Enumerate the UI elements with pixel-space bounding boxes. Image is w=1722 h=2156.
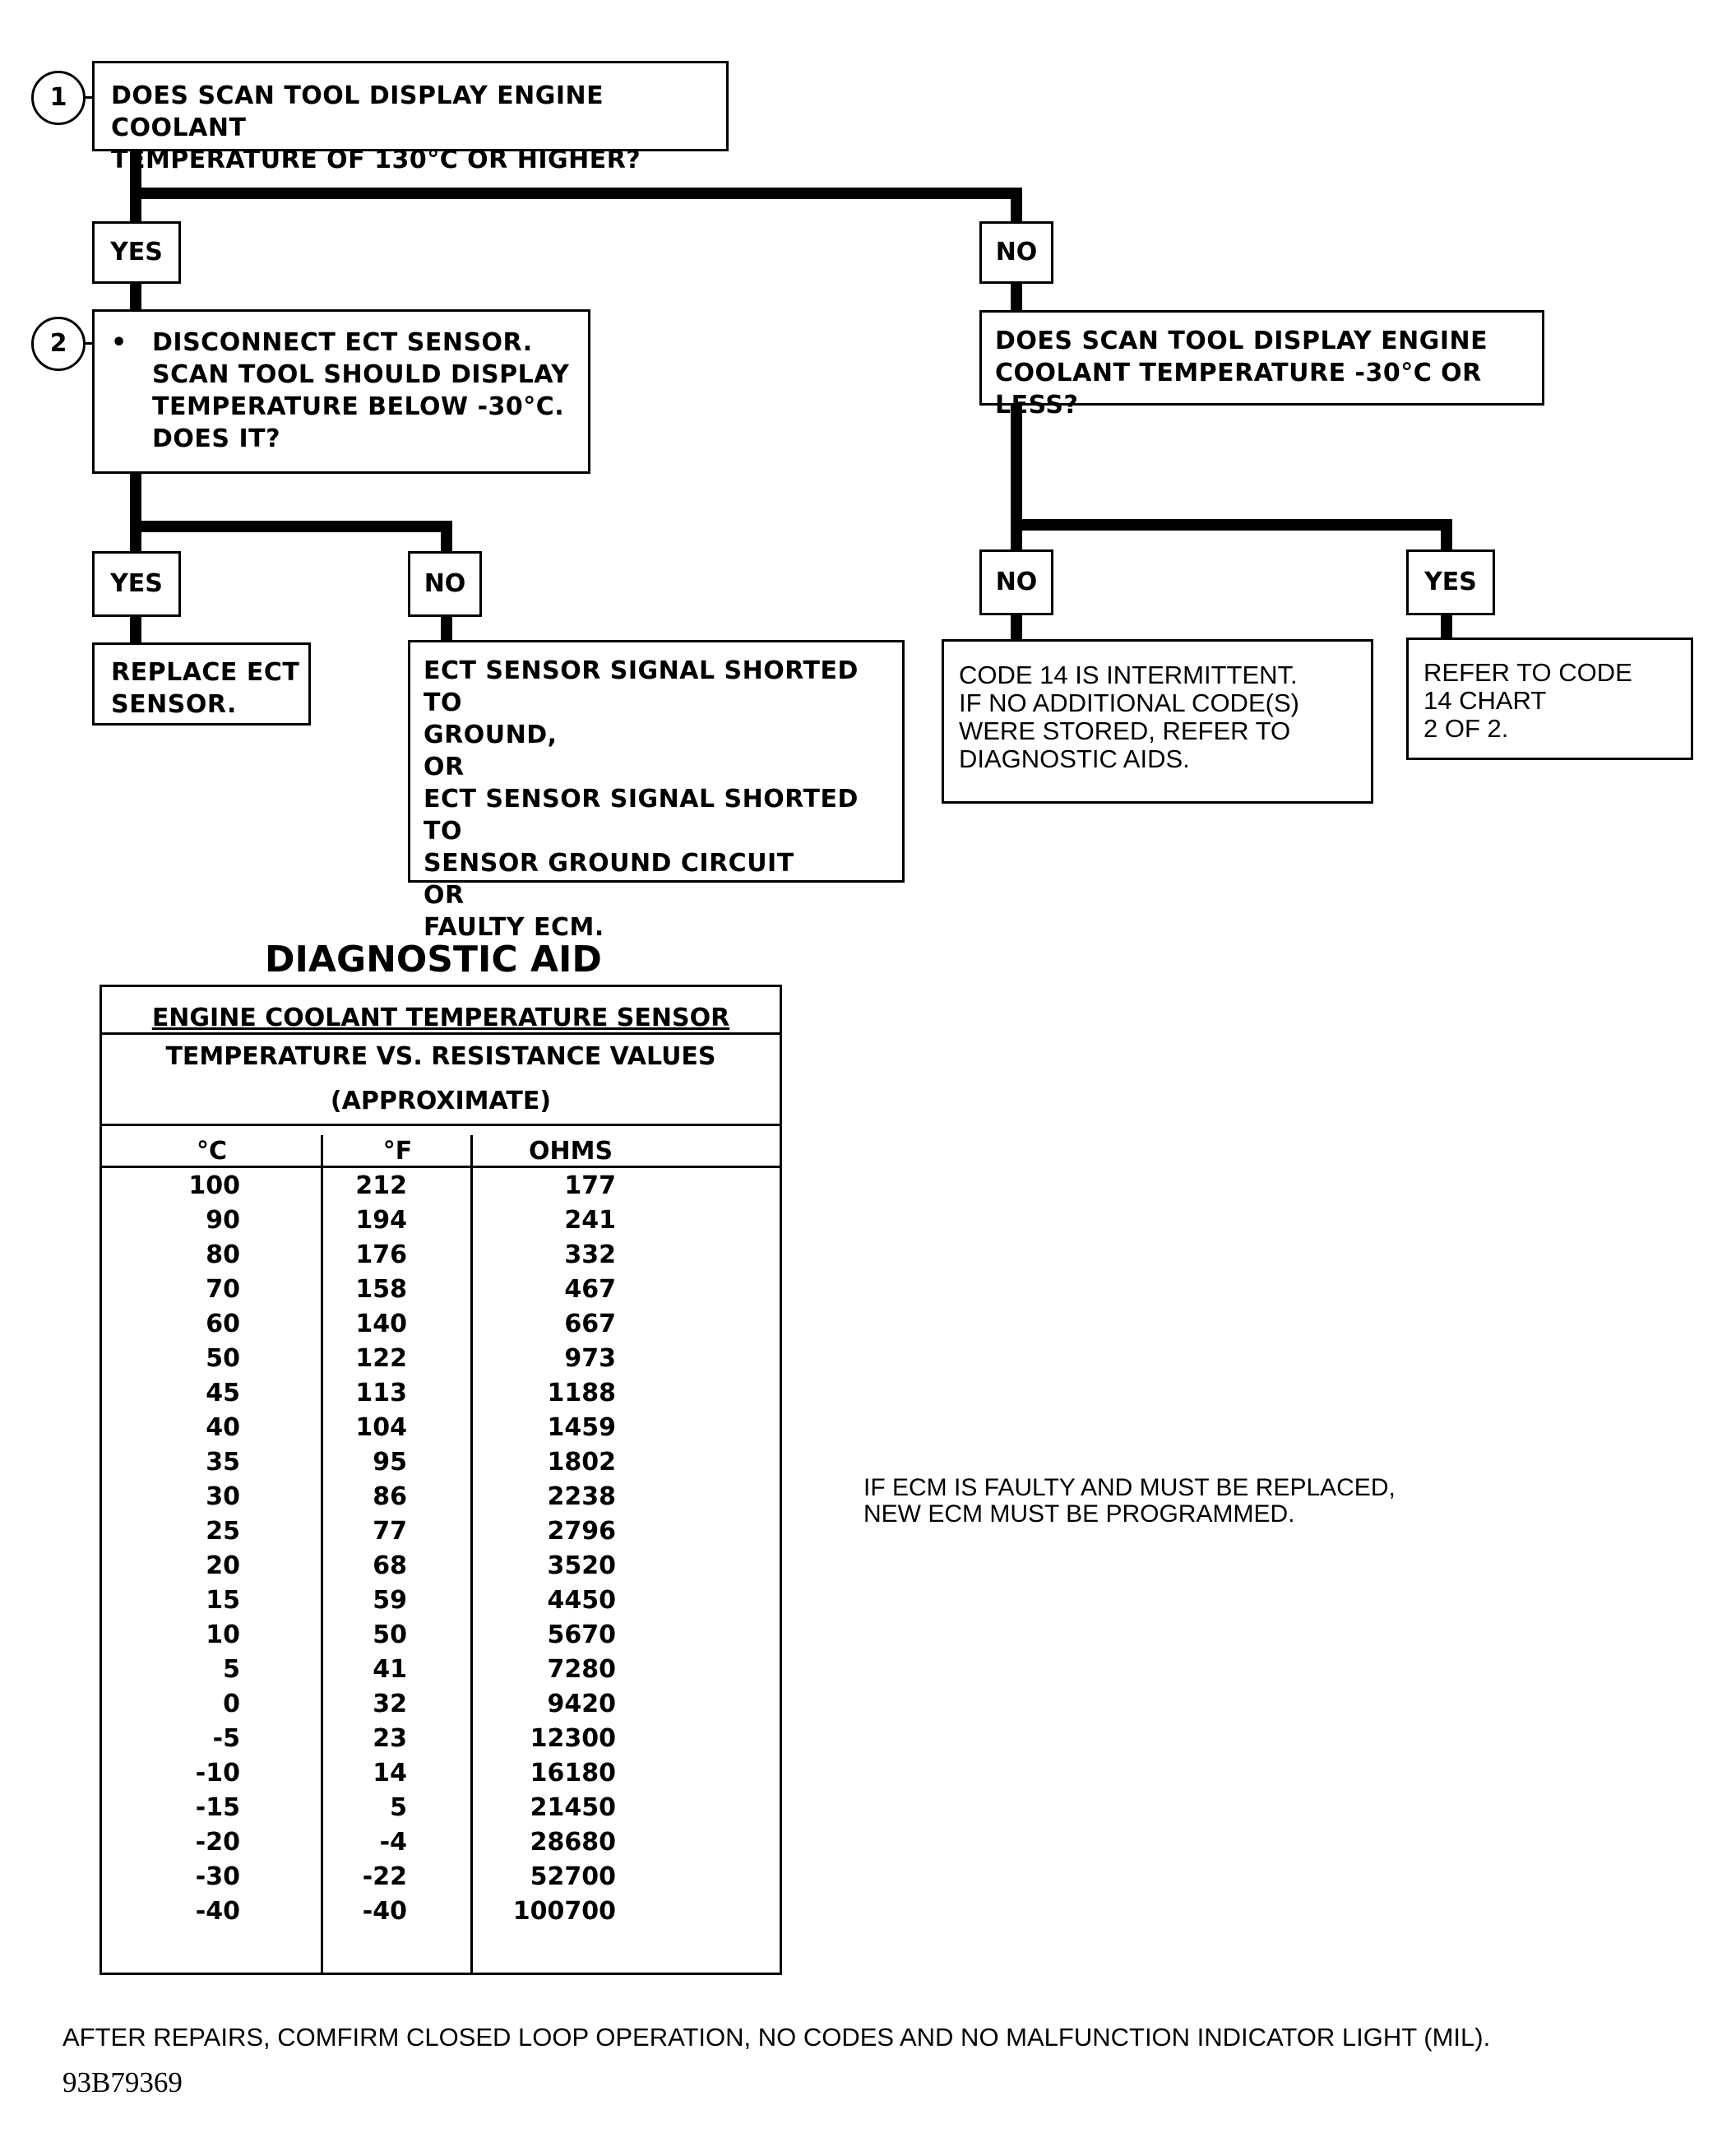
fahrenheit-cell: 86 — [373, 1481, 407, 1511]
celsius-cell: 100 — [188, 1171, 240, 1200]
right-no-label: NO — [979, 549, 1053, 615]
ohms-cell: 973 — [564, 1343, 616, 1373]
figure-id: 93B79369 — [62, 2066, 183, 2098]
celsius-cell: 20 — [206, 1551, 240, 1580]
col-header-ohms: OHMS — [473, 1125, 780, 1167]
ohms-cell: 100700 — [512, 1896, 616, 1926]
table-row — [101, 1479, 780, 1514]
ohms-cell: 667 — [564, 1309, 616, 1338]
celsius-cell: -40 — [195, 1896, 240, 1926]
step-2-text: DISCONNECT ECT SENSOR. SCAN TOOL SHOULD DISPLAY TEMPERATURE BELOW -30°C. DOES IT? — [152, 328, 570, 453]
celsius-cell: 25 — [206, 1516, 240, 1546]
connector-step1-branch — [130, 188, 1022, 199]
table-row — [101, 1548, 780, 1583]
connector-yes3-to-refer — [1441, 615, 1452, 640]
shorted-circuit-box: ECT SENSOR SIGNAL SHORTED TO GROUND, OR ECT SENSOR SIGNAL SHORTED TO SENSOR GROUND CIRCUIT OR FAULTY ECM. — [408, 640, 905, 883]
table-row — [101, 1341, 780, 1375]
celsius-cell: 90 — [206, 1205, 240, 1235]
refer-chart-box: REFER TO CODE 14 CHART 2 OF 2. — [1406, 638, 1693, 760]
table-row — [101, 1824, 780, 1859]
table-row — [101, 1514, 780, 1548]
fahrenheit-cell: 176 — [355, 1240, 407, 1269]
fahrenheit-cell: 212 — [355, 1171, 407, 1200]
celsius-cell: 10 — [206, 1620, 240, 1649]
diagnostic-aid-heading: DIAGNOSTIC AID — [265, 939, 602, 981]
col-header-celsius: °C — [101, 1125, 322, 1167]
table-row — [101, 1444, 780, 1479]
celsius-cell: 0 — [223, 1689, 240, 1718]
ohms-cell: 52700 — [530, 1862, 616, 1891]
celsius-cell: -30 — [195, 1862, 240, 1891]
fahrenheit-cell: 104 — [355, 1412, 407, 1442]
fahrenheit-cell: 23 — [373, 1723, 407, 1753]
table-row — [101, 1167, 780, 1203]
ect-table-subtitle-2: (APPROXIMATE) — [330, 1087, 552, 1115]
table-row — [101, 1755, 780, 1790]
celsius-cell: 35 — [206, 1447, 240, 1477]
celsius-cell: 50 — [206, 1343, 240, 1373]
step-2-instruction — [92, 309, 590, 474]
fahrenheit-cell: 122 — [355, 1343, 407, 1373]
celsius-cell: 15 — [206, 1585, 240, 1615]
fahrenheit-cell: 113 — [355, 1378, 407, 1407]
ect-table-subtitle — [101, 1034, 780, 1125]
celsius-cell: 30 — [206, 1481, 240, 1511]
ect-table-title: ENGINE COOLANT TEMPERATURE SENSOR — [101, 985, 780, 1034]
step-1-yes-label: YES — [92, 221, 181, 284]
right-question-box: DOES SCAN TOOL DISPLAY ENGINE COOLANT TEMPERATURE -30°C OR LESS? — [979, 310, 1544, 406]
step-2-marker: 2 — [31, 317, 86, 371]
table-row — [101, 1859, 780, 1894]
replace-ect-sensor-box: REPLACE ECT SENSOR. — [92, 642, 311, 726]
step-2-bullet: • — [111, 328, 127, 357]
intermittent-box: CODE 14 IS INTERMITTENT. IF NO ADDITIONAL CODE(S) WERE STORED, REFER TO DIAGNOSTIC AIDS. — [942, 639, 1373, 804]
celsius-cell: 60 — [206, 1309, 240, 1338]
ohms-cell: 1459 — [547, 1412, 616, 1442]
celsius-cell: 80 — [206, 1240, 240, 1269]
ohms-cell: 21450 — [530, 1792, 616, 1822]
fahrenheit-cell: 140 — [355, 1309, 407, 1338]
ohms-cell: 1188 — [547, 1378, 616, 1407]
table-row — [101, 1272, 780, 1306]
ohms-cell: 2238 — [547, 1481, 616, 1511]
table-row — [101, 1894, 780, 1928]
connector-no1-to-question — [1011, 281, 1022, 313]
celsius-cell: 40 — [206, 1412, 240, 1442]
ohms-cell: 16180 — [530, 1758, 616, 1787]
ohms-cell: 241 — [564, 1205, 616, 1235]
connector-step2-down — [130, 471, 141, 554]
fahrenheit-cell: 95 — [373, 1447, 407, 1477]
connector-question-branch — [1011, 519, 1452, 531]
table-row — [101, 1203, 780, 1237]
celsius-cell: -5 — [212, 1723, 240, 1753]
ohms-cell: 12300 — [530, 1723, 616, 1753]
table-row — [101, 1237, 780, 1272]
ohms-cell: 4450 — [547, 1585, 616, 1615]
fahrenheit-cell: -4 — [379, 1827, 407, 1857]
table-row — [101, 1306, 780, 1341]
table-row — [101, 1686, 780, 1721]
ecm-programming-note: IF ECM IS FAULTY AND MUST BE REPLACED, NEW ECM MUST BE PROGRAMMED. — [863, 1474, 1396, 1528]
celsius-cell: 70 — [206, 1274, 240, 1304]
celsius-cell: 45 — [206, 1378, 240, 1407]
table-row — [101, 1410, 780, 1444]
table-row — [101, 1652, 780, 1686]
ohms-cell: 2796 — [547, 1516, 616, 1546]
ect-resistance-table — [101, 985, 780, 1928]
fahrenheit-cell: 194 — [355, 1205, 407, 1235]
ohms-cell: 467 — [564, 1274, 616, 1304]
ohms-cell: 9420 — [547, 1689, 616, 1718]
connector-step2-no-down — [441, 521, 452, 554]
table-row — [101, 1721, 780, 1755]
celsius-cell: 5 — [223, 1654, 240, 1684]
step-1-question: DOES SCAN TOOL DISPLAY ENGINE COOLANT TEMPERATURE OF 130°C OR HIGHER? — [92, 61, 729, 151]
col-header-fahrenheit: °F — [322, 1125, 473, 1167]
fahrenheit-cell: 77 — [373, 1516, 407, 1546]
ect-table-subtitle-1: TEMPERATURE VS. RESISTANCE VALUES — [165, 1042, 716, 1071]
after-repairs-note: AFTER REPAIRS, COMFIRM CLOSED LOOP OPERATION, NO CODES AND NO MALFUNCTION INDICATOR LIGHT (MIL). — [62, 2023, 1491, 2052]
fahrenheit-cell: 50 — [373, 1620, 407, 1649]
table-row — [101, 1790, 780, 1824]
fahrenheit-cell: 158 — [355, 1274, 407, 1304]
step-2-no-label: NO — [408, 551, 482, 617]
step-1-marker: 1 — [31, 71, 86, 125]
ohms-cell: 28680 — [530, 1827, 616, 1857]
celsius-cell: -15 — [195, 1792, 240, 1822]
fahrenheit-cell: 59 — [373, 1585, 407, 1615]
right-yes-label: YES — [1406, 549, 1495, 615]
fahrenheit-cell: 14 — [373, 1758, 407, 1787]
fahrenheit-cell: 68 — [373, 1551, 407, 1580]
ohms-cell: 332 — [564, 1240, 616, 1269]
connector-question-yes-down — [1441, 519, 1452, 552]
ohms-cell: 7280 — [547, 1654, 616, 1684]
ohms-cell: 177 — [564, 1171, 616, 1200]
table-row — [101, 1583, 780, 1617]
connector-yes2-to-replace — [130, 617, 141, 645]
step-2-yes-label: YES — [92, 551, 181, 617]
fahrenheit-cell: -22 — [362, 1862, 407, 1891]
fahrenheit-cell: 5 — [390, 1792, 407, 1822]
ohms-cell: 3520 — [547, 1551, 616, 1580]
celsius-cell: -20 — [195, 1827, 240, 1857]
ohms-cell: 1802 — [547, 1447, 616, 1477]
table-row — [101, 1617, 780, 1652]
fahrenheit-cell: -40 — [362, 1896, 407, 1926]
fahrenheit-cell: 41 — [373, 1654, 407, 1684]
table-row — [101, 1375, 780, 1410]
celsius-cell: -10 — [195, 1758, 240, 1787]
fahrenheit-cell: 32 — [373, 1689, 407, 1718]
step-1-no-label: NO — [979, 221, 1053, 284]
connector-step2-branch — [130, 521, 452, 532]
ohms-cell: 5670 — [547, 1620, 616, 1649]
